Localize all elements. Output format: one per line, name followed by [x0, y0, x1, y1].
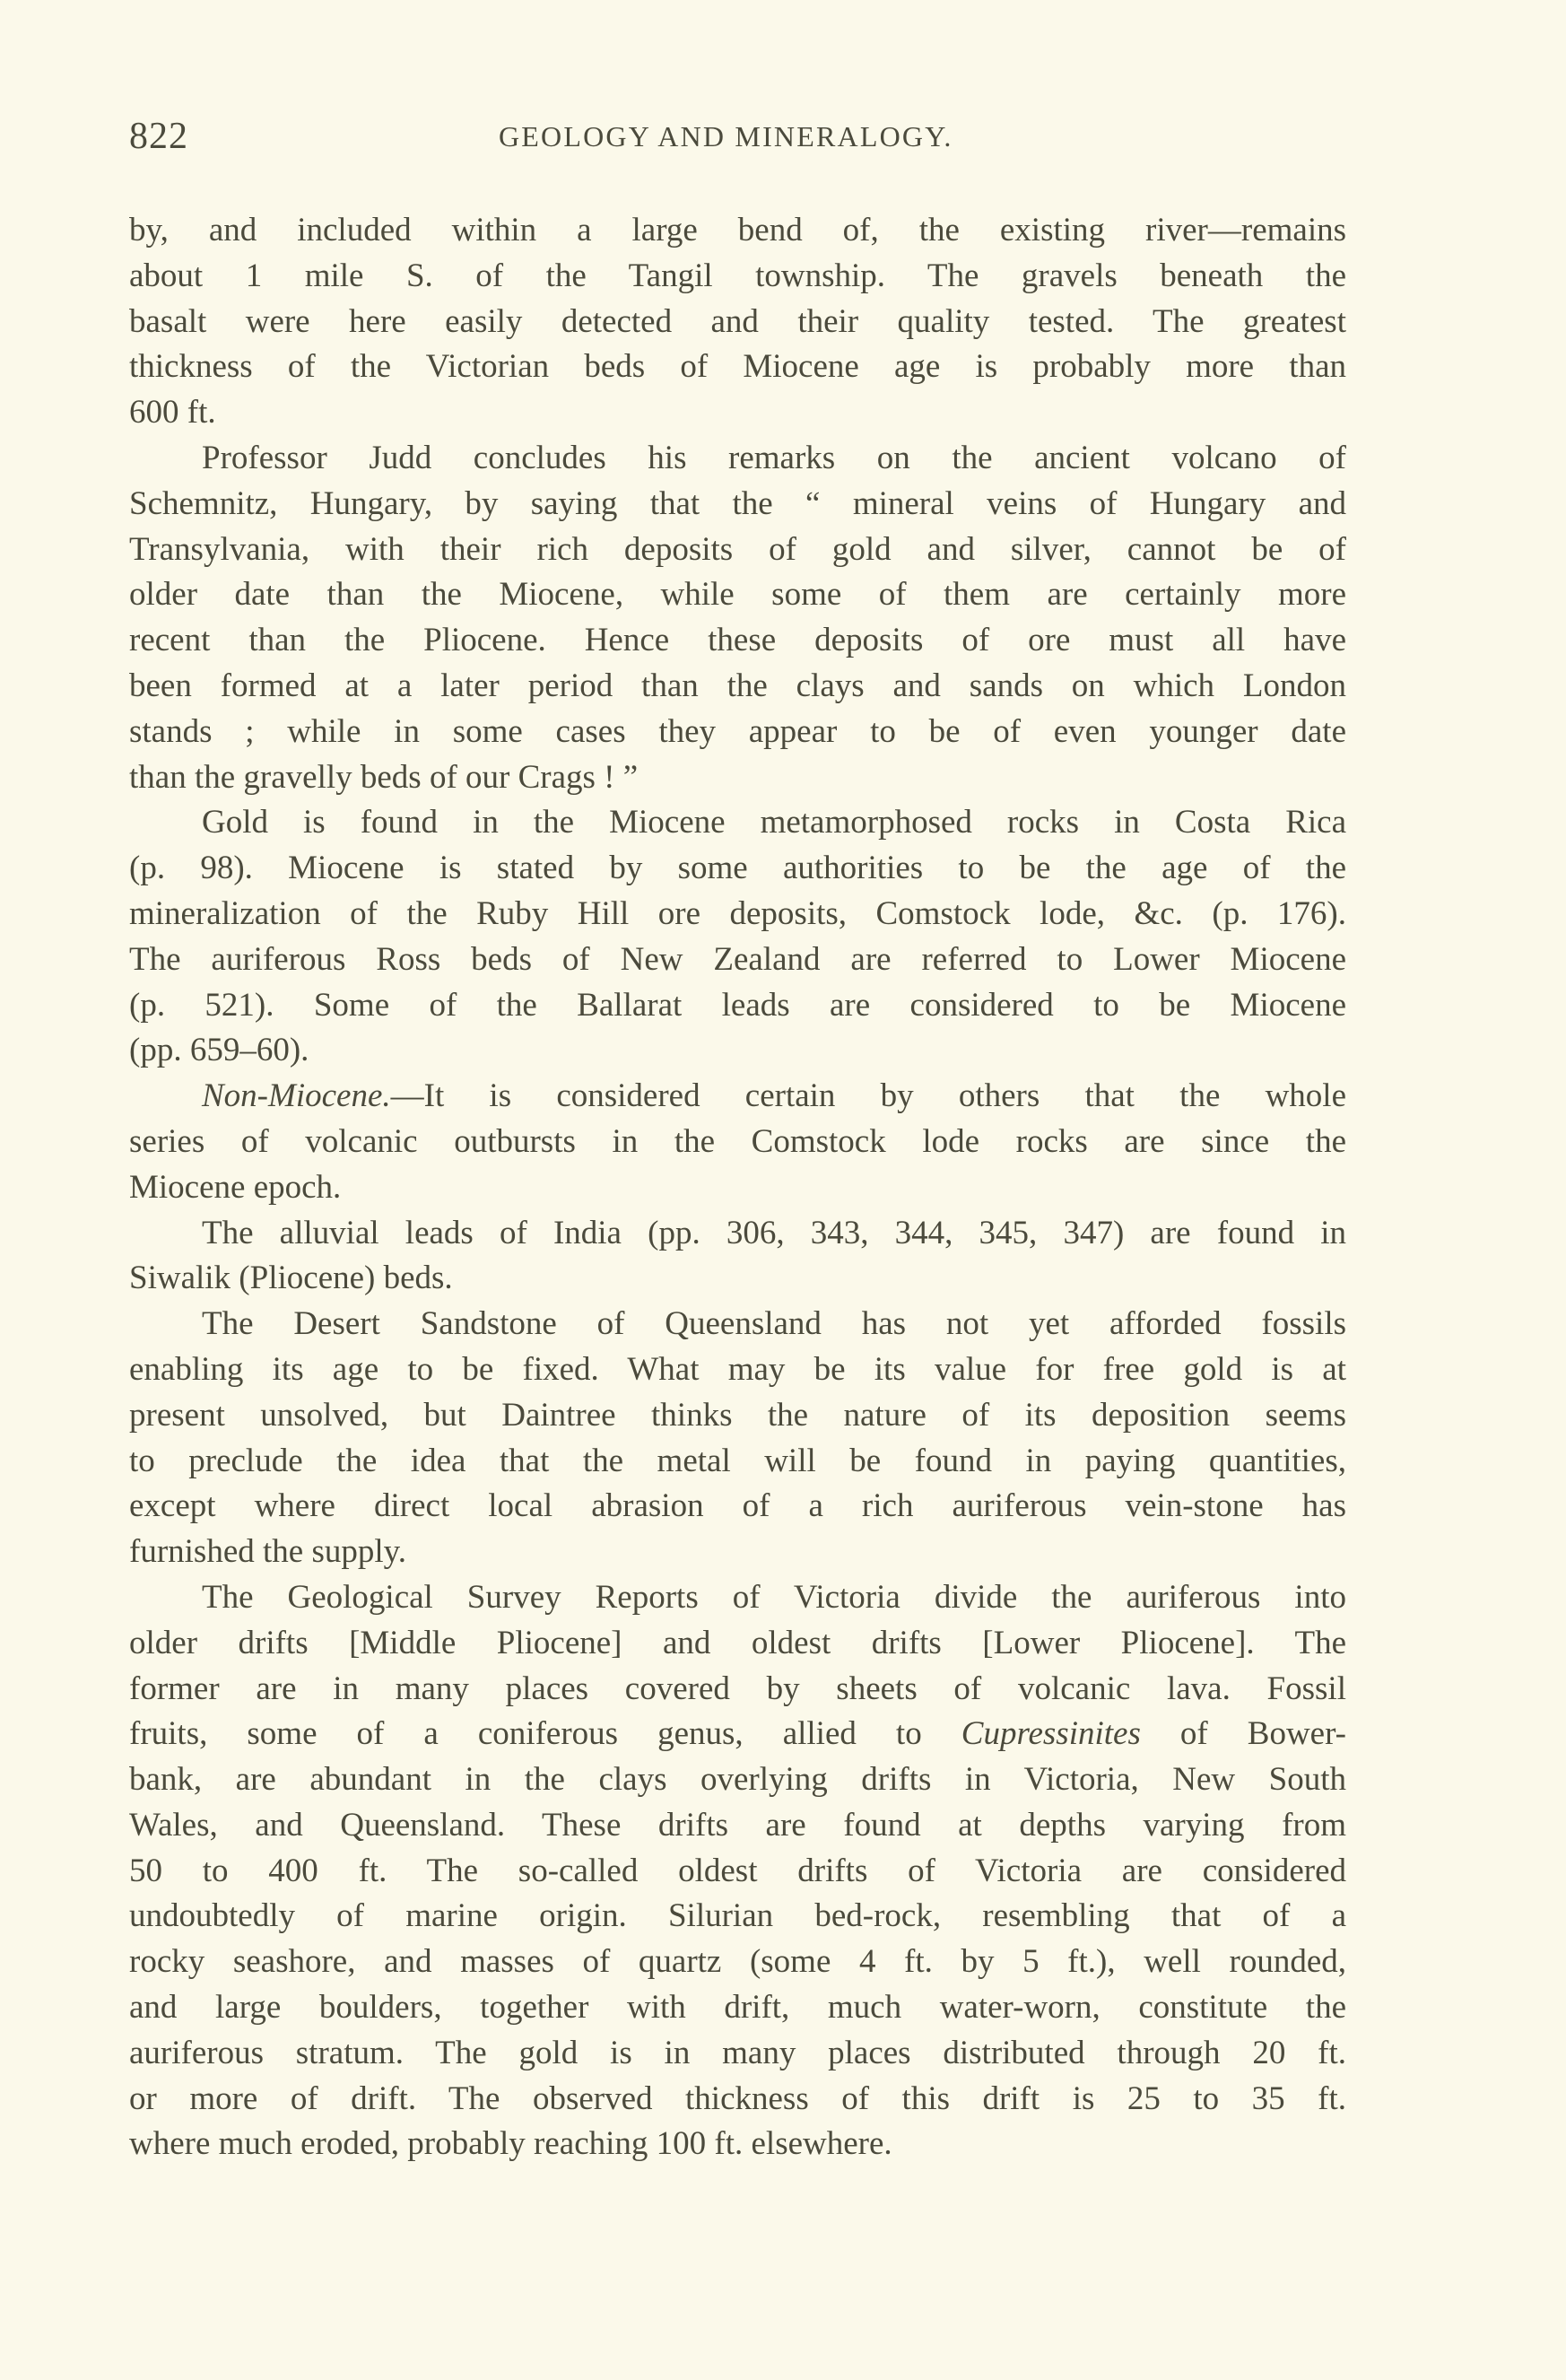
text-line: older date than the Miocene, while some of them are certainly more: [129, 576, 1346, 614]
text-segment: of Bower-: [1140, 1715, 1346, 1753]
text-line: The alluvial leads of India (pp. 306, 343, 344, 345, 347) are found in: [202, 1214, 1346, 1251]
italic-term: Cupressinites: [961, 1715, 1141, 1753]
text-line: auriferous stratum. The gold is in many places distributed through 20 ft.: [129, 2034, 1346, 2071]
text-line: where much eroded, probably reaching 100 ft. elsewhere.: [129, 2125, 892, 2163]
text-line: Wales, and Queensland. These drifts are found at depths varying from: [129, 1806, 1346, 1844]
text-line: The Desert Sandstone of Queensland has not yet afforded fossils: [202, 1305, 1346, 1343]
text-line: bank, are abundant in the clays overlying drifts in Victoria, New South: [129, 1761, 1346, 1799]
text-line: or more of drift. The observed thickness of this drift is 25 to 35 ft.: [129, 2079, 1346, 2117]
text-line: present unsolved, but Daintree thinks the nature of its deposition seems: [129, 1396, 1346, 1434]
text-line: (pp. 659–60).: [129, 1032, 309, 1069]
text-line: furnished the supply.: [129, 1533, 406, 1571]
text-line: enabling its age to be fixed. What may be its value for free gold is at: [129, 1350, 1346, 1388]
text-line: mineralization of the Ruby Hill ore deposits, Comstock lode, &c. (p. 176).: [129, 894, 1346, 932]
text-line: undoubtedly of marine origin. Silurian bed-rock, resembling that of a: [129, 1897, 1346, 1935]
text-line: and large boulders, together with drift, much water-worn, constitute the: [129, 1989, 1346, 2027]
text-line: to preclude the idea that the metal will be found in paying quantities,: [129, 1442, 1346, 1479]
text-line: [129, 1712, 1346, 1757]
text-line: older drifts [Middle Pliocene] and oldest drifts [Lower Pliocene]. The: [129, 1624, 1346, 1661]
text-line: Schemnitz, Hungary, by saying that the “ mineral veins of Hungary and: [129, 484, 1346, 522]
text-line: Siwalik (Pliocene) beds.: [129, 1260, 453, 1297]
text-line: Miocene epoch.: [129, 1168, 342, 1206]
paragraph: [129, 1302, 1346, 1575]
text-line: (p. 98). Miocene is stated by some authorities to be the age of the: [129, 850, 1346, 887]
text-line: 600 ft.: [129, 394, 216, 432]
text-line: about 1 mile S. of the Tangil township. The gravels beneath the: [129, 257, 1346, 294]
text-line: [129, 1074, 1346, 1120]
text-line: series of volcanic outbursts in the Comstock lode rocks are since the: [129, 1122, 1346, 1160]
page-number: 822: [129, 116, 188, 157]
text-segment: fruits, some of a coniferous genus, allied to: [129, 1715, 961, 1753]
text-line: basalt were here easily detected and their quality tested. The greatest: [129, 302, 1346, 340]
paragraph: [129, 800, 1346, 1074]
text-line: been formed at a later period than the clays and sands on which London: [129, 667, 1346, 704]
paragraph: [129, 208, 1346, 436]
text-line: Gold is found in the Miocene metamorphosed rocks in Costa Rica: [202, 804, 1346, 841]
text-line: recent than the Pliocene. Hence these deposits of ore must all have: [129, 622, 1346, 659]
text-line: 50 to 400 ft. The so-called oldest drifts of Victoria are considered: [129, 1852, 1346, 1889]
text-line: rocky seashore, and masses of quartz (some 4 ft. by 5 ft.), well rounded,: [129, 1943, 1346, 1981]
text-line: than the gravelly beds of our Crags ! ”: [129, 758, 639, 796]
text-line: stands ; while in some cases they appear to be of even younger date: [129, 712, 1346, 750]
text-line: Professor Judd concludes his remarks on the ancient volcano of: [202, 439, 1346, 476]
text-line: by, and included within a large bend of, the existing river—remains: [129, 212, 1346, 248]
page-body: [129, 208, 1346, 2167]
paragraph: [129, 1074, 1346, 1210]
paragraph: [129, 436, 1346, 800]
running-title: GEOLOGY AND MINERALOGY.: [499, 120, 953, 153]
paragraph: [129, 1211, 1346, 1303]
text-line: The auriferous Ross beds of New Zealand are referred to Lower Miocene: [129, 940, 1346, 978]
text-segment: —It is considered certain by others that the whole: [390, 1077, 1346, 1115]
text-line: Transylvania, with their rich deposits of gold and silver, cannot be of: [129, 530, 1346, 568]
text-line: (p. 521). Some of the Ballarat leads are considered to be Miocene: [129, 986, 1346, 1024]
running-header: [129, 115, 1346, 160]
text-line: former are in many places covered by sheets of volcanic lava. Fossil: [129, 1669, 1346, 1707]
paragraph: [129, 1575, 1346, 2167]
italic-term: Non-Miocene.: [202, 1077, 391, 1115]
text-line: thickness of the Victorian beds of Miocene age is probably more than: [129, 348, 1346, 386]
text-line: The Geological Survey Reports of Victoria divide the auriferous into: [202, 1578, 1346, 1616]
text-line: except where direct local abrasion of a rich auriferous vein-stone has: [129, 1487, 1346, 1525]
